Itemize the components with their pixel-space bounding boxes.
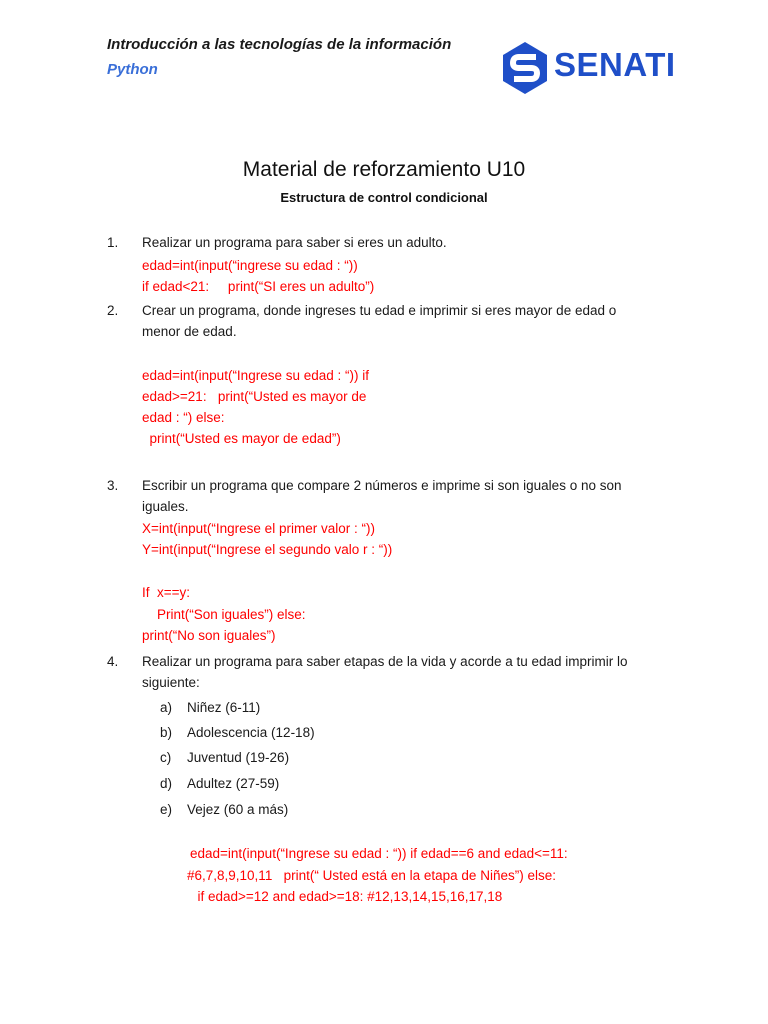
q4-code-line: if edad>=12 and edad>=18: #12,13,14,15,16,17,18: [190, 889, 503, 904]
q3-code-line: print(“No son iguales”): [142, 628, 276, 643]
q2-code-line: edad=int(input(“Ingrese su edad : “)) if: [142, 368, 369, 383]
senati-logo: [500, 40, 690, 96]
logo-text: SENATI: [554, 46, 676, 83]
q3-code-line: If x==y:: [142, 585, 191, 600]
q4-item-letter: b): [160, 725, 173, 740]
q4-item-label: Vejez (60 a más): [187, 802, 289, 817]
q4-code-line: edad=int(input(“Ingrese su edad : “)) if edad==6 and edad<=11:: [190, 846, 568, 861]
q2-text-line: menor de edad.: [142, 324, 237, 339]
q1-code-line: edad=int(input(“ingrese su edad : “)): [142, 258, 358, 273]
q2-number: 2.: [107, 303, 119, 318]
q4-code-line: #6,7,8,9,10,11 print(“ Usted está en la etapa de Niñes”) else:: [187, 868, 556, 883]
q1-text: Realizar un programa para saber si eres un adulto.: [142, 235, 447, 250]
q4-item-letter: c): [160, 750, 172, 765]
q2-code-line: edad>=21: print(“Usted es mayor de: [142, 389, 367, 404]
q4-text-line: siguiente:: [142, 675, 200, 690]
q4-item-letter: e): [160, 802, 173, 817]
q4-item-label: Adultez (27-59): [187, 776, 280, 791]
q2-code-line: edad : “) else:: [142, 410, 225, 425]
subject-title: Python: [107, 61, 158, 78]
document-title: Material de reforzamiento U10: [242, 158, 526, 181]
q1-number: 1.: [107, 235, 119, 250]
q4-item-label: Niñez (6-11): [187, 700, 261, 715]
q4-item-label: Adolescencia (12-18): [187, 725, 315, 740]
course-title: Introducción a las tecnologías de la información: [107, 36, 452, 53]
q2-text-line: Crear un programa, donde ingreses tu edad e imprimir si eres mayor de edad o: [142, 303, 617, 318]
q3-code-line: X=int(input(“Ingrese el primer valor : “)): [142, 521, 375, 536]
q4-item-letter: d): [160, 776, 173, 791]
q4-number: 4.: [107, 654, 119, 669]
senati-emblem-icon: [500, 40, 550, 96]
q4-item-label: Juventud (19-26): [187, 750, 290, 765]
q3-code-line: Print(“Son iguales”) else:: [142, 607, 306, 622]
q3-text-line: iguales.: [142, 499, 189, 514]
q4-item-letter: a): [160, 700, 173, 715]
q3-number: 3.: [107, 478, 119, 493]
q4-text-line: Realizar un programa para saber etapas de la vida y acorde a tu edad imprimir lo: [142, 654, 628, 669]
q3-text-line: Escribir un programa que compare 2 números e imprime si son iguales o no son: [142, 478, 622, 493]
document-subtitle: Estructura de control condicional: [280, 190, 488, 205]
q1-code-line: if edad<21: print(“SI eres un adulto”): [142, 279, 375, 294]
q2-code-line: print(“Usted es mayor de edad”): [142, 431, 341, 446]
q3-code-line: Y=int(input(“Ingrese el segundo valo r : “)): [142, 542, 393, 557]
